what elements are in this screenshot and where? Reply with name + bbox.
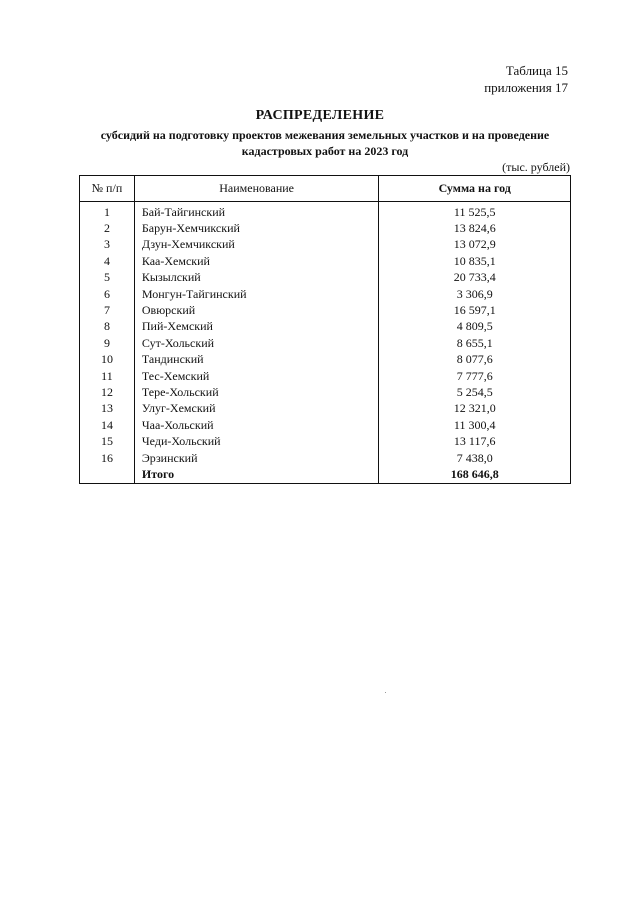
table-row: [80, 417, 571, 433]
district-name: Каа-Хемский: [134, 253, 379, 269]
row-number: 15: [80, 433, 135, 449]
district-name: Чеди-Хольский: [134, 433, 379, 449]
row-number: 8: [80, 319, 135, 335]
row-number: 16: [80, 450, 135, 466]
subsidy-amount: 7 438,0: [379, 450, 571, 466]
total-amount: 168 646,8: [379, 466, 571, 483]
table-row: [80, 270, 571, 286]
district-name: Овюрский: [134, 302, 379, 318]
subsidy-amount: 13 072,9: [379, 237, 571, 253]
subtitle-line-2: кадастровых работ на 2023 год: [241, 144, 409, 158]
table-body: [80, 202, 571, 484]
table-row: [80, 302, 571, 318]
subsidy-amount: 13 117,6: [379, 433, 571, 449]
row-number: 3: [80, 237, 135, 253]
total-label: Итого: [134, 466, 379, 483]
subsidy-amount: 11 525,5: [379, 202, 571, 221]
district-name: Монгун-Тайгинский: [134, 286, 379, 302]
subsidy-amount: 20 733,4: [379, 270, 571, 286]
subsidy-amount: 8 077,6: [379, 352, 571, 368]
document-subtitle: [80, 127, 570, 159]
table-reference: [484, 62, 568, 96]
table-row: [80, 319, 571, 335]
table-header-row: [80, 176, 571, 202]
district-name: Пий-Хемский: [134, 319, 379, 335]
document-title: РАСПРЕДЕЛЕНИЕ: [255, 108, 385, 123]
subsidy-amount: 3 306,9: [379, 286, 571, 302]
subsidy-amount: 5 254,5: [379, 384, 571, 400]
scan-speck: [385, 692, 386, 693]
row-number: 9: [80, 335, 135, 351]
table-row: [80, 352, 571, 368]
row-number: 6: [80, 286, 135, 302]
row-number: 11: [80, 368, 135, 384]
table-row: [80, 384, 571, 400]
total-number-cell: [80, 466, 135, 483]
table-row: [80, 368, 571, 384]
district-name: Тандинский: [134, 352, 379, 368]
district-name: Кызылский: [134, 270, 379, 286]
row-number: 1: [80, 202, 135, 221]
column-header-name: Наименование: [134, 176, 379, 202]
table-row: [80, 202, 571, 221]
district-name: Тере-Хольский: [134, 384, 379, 400]
row-number: 5: [80, 270, 135, 286]
table-row: [80, 335, 571, 351]
distribution-table: [79, 175, 571, 484]
subtitle-line-1: субсидий на подготовку проектов межевания земельных участков и на проведение: [100, 128, 550, 142]
row-number: 10: [80, 352, 135, 368]
subsidy-amount: 12 321,0: [379, 401, 571, 417]
subsidy-amount: 13 824,6: [379, 220, 571, 236]
district-name: Сут-Хольский: [134, 335, 379, 351]
district-name: Барун-Хемчикский: [134, 220, 379, 236]
table-row: [80, 253, 571, 269]
table-row: [80, 286, 571, 302]
table-row: [80, 237, 571, 253]
table-row: [80, 220, 571, 236]
district-name: Дзун-Хемчикский: [134, 237, 379, 253]
row-number: 4: [80, 253, 135, 269]
units-label: (тыс. рублей): [502, 160, 570, 174]
column-header-number: № п/п: [80, 176, 135, 202]
subsidy-amount: 4 809,5: [379, 319, 571, 335]
table-number: Таблица 15: [505, 63, 568, 78]
district-name: Эрзинский: [134, 450, 379, 466]
table-row: [80, 433, 571, 449]
table-row: [80, 401, 571, 417]
table-row: [80, 450, 571, 466]
subsidy-amount: 8 655,1: [379, 335, 571, 351]
total-row: [80, 466, 571, 483]
district-name: Тес-Хемский: [134, 368, 379, 384]
row-number: 13: [80, 401, 135, 417]
subsidy-amount: 7 777,6: [379, 368, 571, 384]
district-name: Улуг-Хемский: [134, 401, 379, 417]
appendix-number: приложения 17: [484, 80, 568, 95]
district-name: Чаа-Хольский: [134, 417, 379, 433]
row-number: 2: [80, 220, 135, 236]
subsidy-amount: 16 597,1: [379, 302, 571, 318]
district-name: Бай-Тайгинский: [134, 202, 379, 221]
column-header-sum: Сумма на год: [379, 176, 571, 202]
row-number: 14: [80, 417, 135, 433]
row-number: 12: [80, 384, 135, 400]
subsidy-amount: 10 835,1: [379, 253, 571, 269]
subsidy-amount: 11 300,4: [379, 417, 571, 433]
row-number: 7: [80, 302, 135, 318]
